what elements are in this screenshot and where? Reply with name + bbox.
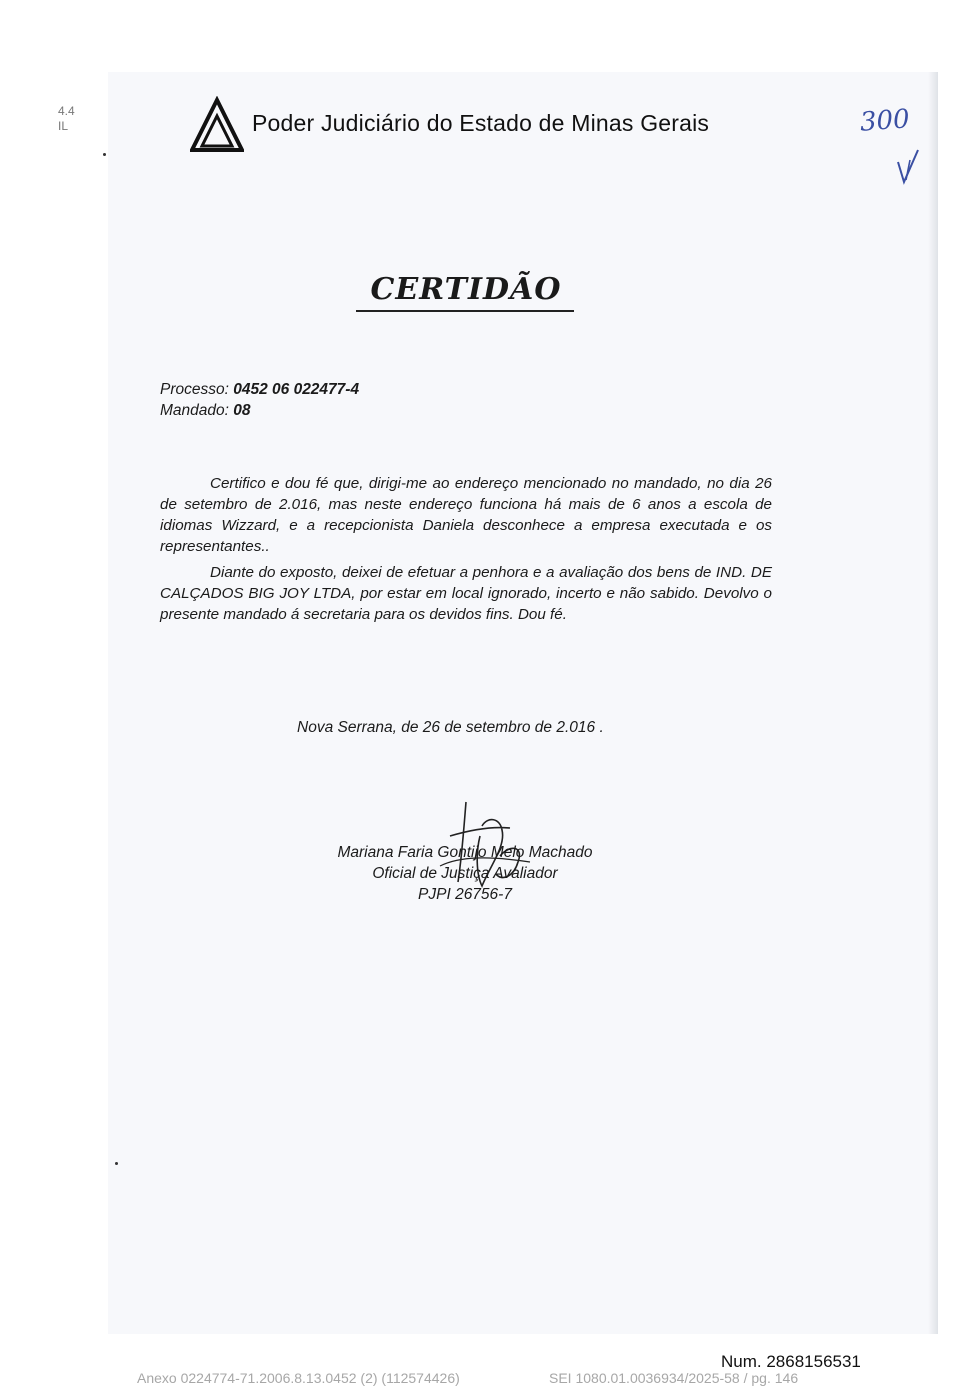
title-underline <box>356 310 574 312</box>
annex-reference: Anexo 0224774-71.2006.8.13.0452 (2) (112574426) <box>137 1370 460 1386</box>
scan-edge-shadow <box>928 72 938 1334</box>
warrant-label: Mandado: <box>160 402 229 419</box>
process-number: 0452 06 022477-4 <box>233 381 360 398</box>
sei-reference: SEI 1080.01.0036934/2025-58 / pg. 146 <box>549 1370 799 1386</box>
place-and-date: Nova Serrana, de 26 de setembro de 2.016 . <box>297 719 604 736</box>
handwritten-page-number: 300 <box>859 104 911 138</box>
signer-id: PJPI 26756-7 <box>418 886 512 903</box>
handwritten-mark <box>892 146 922 186</box>
paragraph-certification: Certifico e dou fé que, dirigi-me ao endereço mencionado no mandado, no dia 26 de setembro de 2.016, mas neste endereço funciona há mais de 6 anos a escola de idiomas Wizzard, e a recepcionista Daniela desconhece a empresa executada e os representantes.. <box>160 475 772 555</box>
process-label: Processo: <box>160 381 229 398</box>
signer-role: Oficial de Justiça Avaliador <box>372 865 558 882</box>
scan-speck <box>115 1162 118 1165</box>
corner-mark-line-2: IL <box>58 119 69 133</box>
paragraph-conclusion: Diante do exposto, deixei de efetuar a penhora e a avaliação dos bens de IND. DE CALÇADOS BIG JOY LTDA, por estar em local ignorado, incerto e não sabido. Devolvo o presente mandado á secretaria para os devidos fins. Dou fé. <box>160 564 772 623</box>
court-logo-icon <box>190 96 244 154</box>
document-number: Num. 2868156531 <box>721 1352 861 1371</box>
warrant-reference <box>160 402 251 420</box>
warrant-number: 08 <box>233 402 251 419</box>
scan-speck <box>103 153 106 156</box>
document-title: CERTIDÃO <box>370 272 562 307</box>
process-reference <box>160 381 359 399</box>
signer-name: Mariana Faria Gontijo Melo Machado <box>337 844 593 861</box>
corner-mark-line-1: 4.4 <box>58 104 75 118</box>
court-name: Poder Judiciário do Estado de Minas Gerais <box>252 110 710 136</box>
signature-block <box>300 842 630 905</box>
scanned-page <box>108 72 938 1334</box>
corner-mark <box>58 104 75 134</box>
